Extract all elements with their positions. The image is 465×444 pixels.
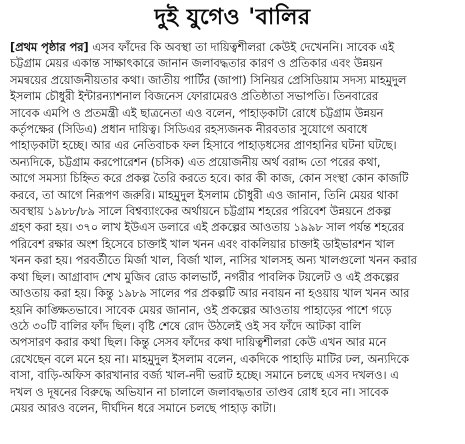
- article-line: দখল ও দূষনের বিরুদ্ধে অভিযান না চালালে জলাবদ্ধতার তাণ্ডব রোধ হবে না। সাবেক: [10, 385, 389, 399]
- article-body: [10, 40, 460, 417]
- article-line: সাবেক এমপি ও প্রতমন্ত্রী এই ছাত্রনেতা এও বলেন, পাহাড়কাটা রোধে চট্টগ্রাম উন্নয়ন: [10, 106, 384, 120]
- article-line: কথা ছিল। আগ্রাবাদ শেখ মুজিব রোড কালভার্ট, নগরীর পাবলিক টয়লেট ও এই প্রকল্পের: [10, 270, 399, 284]
- article-line: করবে, তা আগে নিরূপণ জরুরি। মাহমুদুল ইসলাম চৌধুরী এও জানান, তিনি মেয়র থাকা: [10, 188, 399, 202]
- article-line: অপসারণ করার কথা ছিল। কিন্তু সেসব ফাঁদের কথা দায়িত্বশীলরা কেউ এখন আর মনে: [10, 336, 387, 350]
- article-headline: দুই যুগেও 'বালির: [154, 5, 311, 30]
- article-line: অন্যদিকে, চট্টগ্রাম করপোরেশন (চসিক) এত প্রয়োজনীয় অর্থ বরাদ্দ তো পরের কথা,: [10, 155, 381, 169]
- article-line: কর্তৃপক্ষের (সিডিএ) প্রধান দায়িত্ব। সিডিএর রহস্যজনক নীরবতার সুযোগে অবাধে: [10, 123, 368, 137]
- article-line: বাসা, বাড়ি-অফিস কারখানার বর্জ্য খাল-নদী ভরাট হচ্ছে। সমানে চলছে এসব দখলও। এ: [10, 369, 399, 383]
- article-line: পরিবেশ রক্ষার অংশ হিসেবে চাক্তাই খাল খনন এবং বাকলিয়ার চাক্তাই ডাইভারশন খাল: [10, 237, 395, 251]
- article-line: খনন করা হয়। পরবর্তীতে মির্জা খাল, বির্জা খাল, নাসির খালসহ অন্য খালগুলো খনন করার: [10, 254, 417, 268]
- article-line: আওতায় করা হয়। কিন্তু ১৯৮৯ সালের পর প্রকল্পটি আর নবায়ন না হওয়ায় খাল খনন আর: [10, 287, 410, 301]
- article-line: রেখেছেন বলে মনে হয় না। মাহমুদুল ইসলাম বলেন, একদিকে পাহাড়ি মাটির ঢল, অন্যদিকে: [10, 352, 409, 366]
- article-line: ওঠে ৩০টি বালির ফাঁদ ছিল। বৃষ্টি শেষে রোদ উঠলেই ওই সব ফাঁদে আটকা বালি: [10, 319, 361, 333]
- article-line: অবস্থায় ১৯৮৮/৮৯ সালে বিশ্বব্যাংকের অর্থায়নে চট্টগ্রাম শহরের পরিবেশ উন্নয়নে প্রকল্প: [10, 205, 391, 219]
- article-line: আগে সমস্যা চিহ্নিত করে প্রকল্প তৈরি করতে হবে। কার কী কাজ, কোন সংস্থা কোন কাজটি: [10, 172, 409, 186]
- article-line: সমন্বয়ের প্রয়োজনীয়তার কথা। জাতীয় পার্টির (জাপা) সিনিয়র প্রেসিডিয়াম সদস্য মাহমুদুল: [10, 73, 407, 87]
- article-line: চট্টগ্রাম মেয়র একান্ত সাক্ষাৎকারে জানান জলাবদ্ধতার কারণ ও প্রতিকার এবং উন্নয়ন: [10, 57, 383, 71]
- article-line: হয়নি কাঙ্ক্ষিতভাবে। সাবেক মেয়র জানান, ওই প্রকল্পের আওতায় পাহাড়ের পাশে গড়ে: [10, 303, 392, 317]
- article-line: গ্রহণ করা হয়। ৩৭০ লাখ ইউএস ডলারে এই প্রকল্পের আওতায় ১৯৯৮ সাল পর্যন্ত শহরের: [10, 221, 405, 235]
- article-line: মেয়র আরও বলেন, দীর্ঘদিন ধরে সমানে চলছে পাহাড় কাটা।: [10, 401, 276, 415]
- continuation-label: [প্রথম পৃষ্ঠার পর]: [10, 41, 89, 54]
- article-line-1-text: এসব ফাঁদের কি অবস্থা তা দায়িত্বশীলরা কেউই দেখেননি। সাবেক এই: [92, 41, 395, 54]
- article-line-1: [10, 40, 460, 56]
- article-line: পাহাড়কাটা হচ্ছে। আর এর নেতিবাচক ফল হিসাবে পাহাড়ধসের প্রাণহানির ঘটনা ঘটছে।: [10, 139, 397, 153]
- article-line: ইসলাম চৌধুরী ইন্টারন্যাশনাল বিজনেস ফোরামেরও প্রতিষ্ঠাতা সভাপতি। তিনবারের: [10, 90, 379, 104]
